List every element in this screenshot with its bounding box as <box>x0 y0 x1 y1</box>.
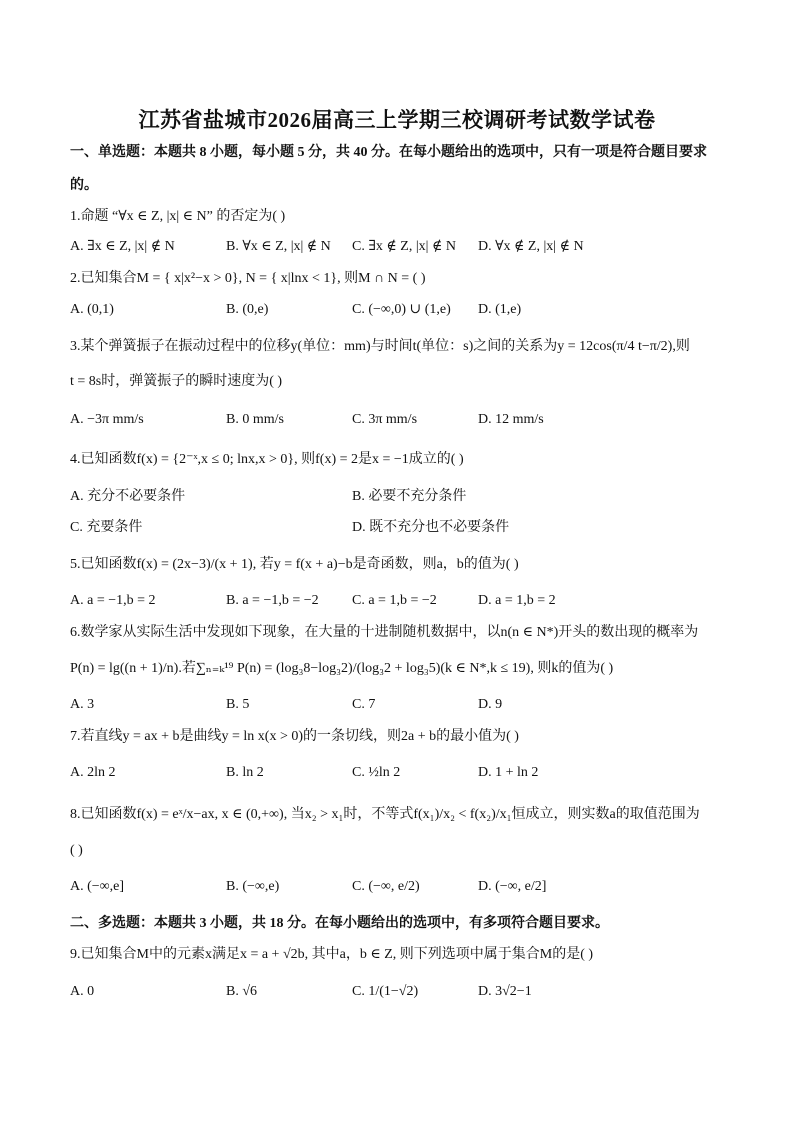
q3-option-b: B. 0 mm/s <box>226 412 284 427</box>
question-6-stem-cont: P(n) = lg((n + 1)/n).若∑ₙ₌ₖ¹⁹ P(n) = (log₃8−log₃2)/(log₃2 + log₃5)(k ∈ N*,k ≤ 19), 则k的值为( ) <box>70 661 614 676</box>
q6-option-d: D. 9 <box>478 697 503 712</box>
question-4-stem: 4.已知函数f(x) = {2⁻ˣ,x ≤ 0; lnx,x > 0}, 则f(x) = 2是x = −1成立的( ) <box>70 452 464 467</box>
q5-option-b: B. a = −1,b = −2 <box>226 593 319 608</box>
q1-option-a: A. ∃x ∈ Z, |x| ∉ N <box>70 239 175 254</box>
question-1-stem: 1.命题 “∀x ∈ Z, |x| ∈ N” 的否定为( ) <box>70 209 286 224</box>
q6-option-a: A. 3 <box>70 697 95 712</box>
q2-option-c: C. (−∞,0) ∪ (1,e) <box>352 302 451 317</box>
q7-option-b: B. ln 2 <box>226 765 264 780</box>
q4-option-b: B. 必要不充分条件 <box>352 489 467 504</box>
question-8-stem-cont: ( ) <box>70 843 83 858</box>
q1-option-b: B. ∀x ∈ Z, |x| ∉ N <box>226 239 331 254</box>
q7-option-a: A. 2ln 2 <box>70 765 116 780</box>
question-6-stem: 6.数学家从实际生活中发现如下现象，在大量的十进制随机数据中，以n(n ∈ N*)开头的数出现的概率为 <box>70 625 699 640</box>
q8-option-a: A. (−∞,e] <box>70 879 125 894</box>
q2-option-a: A. (0,1) <box>70 302 114 317</box>
q2-option-b: B. (0,e) <box>226 302 269 317</box>
question-9-stem: 9.已知集合M中的元素x满足x = a + √2b, 其中a，b ∈ Z, 则下列选项中属于集合M的是( ) <box>70 947 594 962</box>
q4-option-c: C. 充要条件 <box>70 520 143 535</box>
q3-option-c: C. 3π mm/s <box>352 412 418 427</box>
q8-option-c: C. (−∞, e/2) <box>352 879 420 894</box>
q5-option-c: C. a = 1,b = −2 <box>352 593 437 608</box>
q1-option-d: D. ∀x ∉ Z, |x| ∉ N <box>478 239 584 254</box>
q5-option-d: D. a = 1,b = 2 <box>478 593 556 608</box>
q5-option-a: A. a = −1,b = 2 <box>70 593 156 608</box>
section1-heading: 一、单选题：本题共 8 小题，每小题 5 分，共 40 分。在每小题给出的选项中，只有一项是符合题目要求 <box>70 145 707 160</box>
q6-option-c: C. 7 <box>352 697 376 712</box>
question-2-stem: 2.已知集合M = { x|x²−x > 0}, N = { x|lnx < 1}, 则M ∩ N = ( ) <box>70 271 426 286</box>
q2-option-d: D. (1,e) <box>478 302 522 317</box>
question-3-stem-cont: t = 8s时，弹簧振子的瞬时速度为( ) <box>70 374 283 389</box>
q7-option-c: C. ½ln 2 <box>352 765 401 780</box>
q9-option-c: C. 1/(1−√2) <box>352 984 419 999</box>
q4-option-d: D. 既不充分也不必要条件 <box>352 520 510 535</box>
q1-option-c: C. ∃x ∉ Z, |x| ∉ N <box>352 239 456 254</box>
question-8-stem: 8.已知函数f(x) = eˣ/x−ax, x ∈ (0,+∞), 当x₂ > x₁时，不等式f(x₁)/x₂ < f(x₂)/x₁恒成立，则实数a的取值范围为 <box>70 807 700 822</box>
q4-option-a: A. 充分不必要条件 <box>70 489 186 504</box>
q6-option-b: B. 5 <box>226 697 250 712</box>
question-7-stem: 7.若直线y = ax + b是曲线y = ln x(x > 0)的一条切线，则2a + b的最小值为( ) <box>70 729 519 744</box>
q3-option-d: D. 12 mm/s <box>478 412 544 427</box>
q8-option-d: D. (−∞, e/2] <box>478 879 547 894</box>
exam-title: 江苏省盐城市2026届高三上学期三校调研考试数学试卷 <box>138 108 656 132</box>
question-3-stem: 3.某个弹簧振子在振动过程中的位移y(单位：mm)与时间t(单位：s)之间的关系为y = 12cos(π/4 t−π/2),则 <box>70 339 690 354</box>
section2-heading: 二、多选题：本题共 3 小题，共 18 分。在每小题给出的选项中，有多项符合题目要求。 <box>70 916 609 931</box>
q9-option-a: A. 0 <box>70 984 95 999</box>
question-5-stem: 5.已知函数f(x) = (2x−3)/(x + 1), 若y = f(x + a)−b是奇函数，则a，b的值为( ) <box>70 557 519 572</box>
q3-option-a: A. −3π mm/s <box>70 412 144 427</box>
q9-option-b: B. √6 <box>226 984 258 999</box>
q8-option-b: B. (−∞,e) <box>226 879 280 894</box>
q7-option-d: D. 1 + ln 2 <box>478 765 539 780</box>
section1-heading-cont: 的。 <box>70 178 98 193</box>
q9-option-d: D. 3√2−1 <box>478 984 532 999</box>
